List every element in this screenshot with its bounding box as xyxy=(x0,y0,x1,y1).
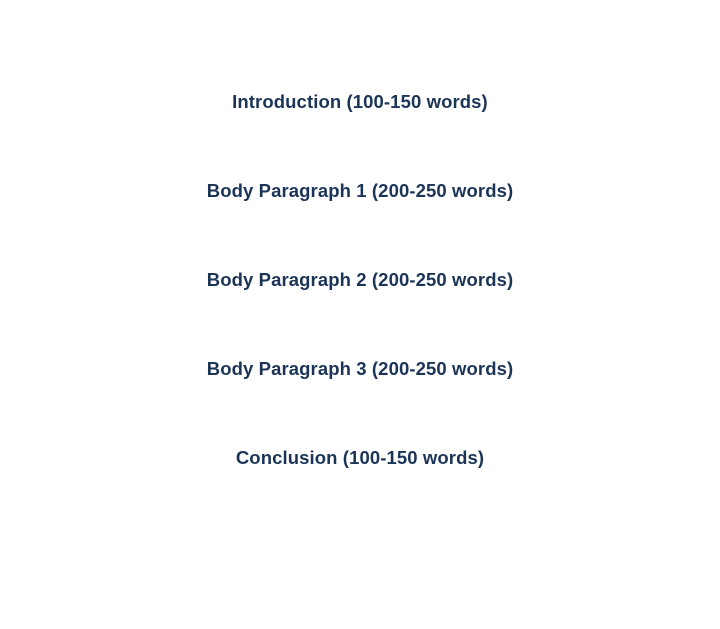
outline-item-body-paragraph-2: Body Paragraph 2 (200-250 words) xyxy=(206,269,514,291)
outline-row xyxy=(0,147,720,236)
outline-row xyxy=(0,236,720,325)
outline-row xyxy=(0,325,720,414)
outline-row xyxy=(0,414,720,503)
outline-row xyxy=(0,58,720,147)
outline-item-body-paragraph-3: Body Paragraph 3 (200-250 words) xyxy=(206,358,514,380)
outline-item-introduction: Introduction (100-150 words) xyxy=(232,91,488,113)
outline-item-conclusion: Conclusion (100-150 words) xyxy=(235,447,485,469)
outline-item-body-paragraph-1: Body Paragraph 1 (200-250 words) xyxy=(206,180,514,202)
